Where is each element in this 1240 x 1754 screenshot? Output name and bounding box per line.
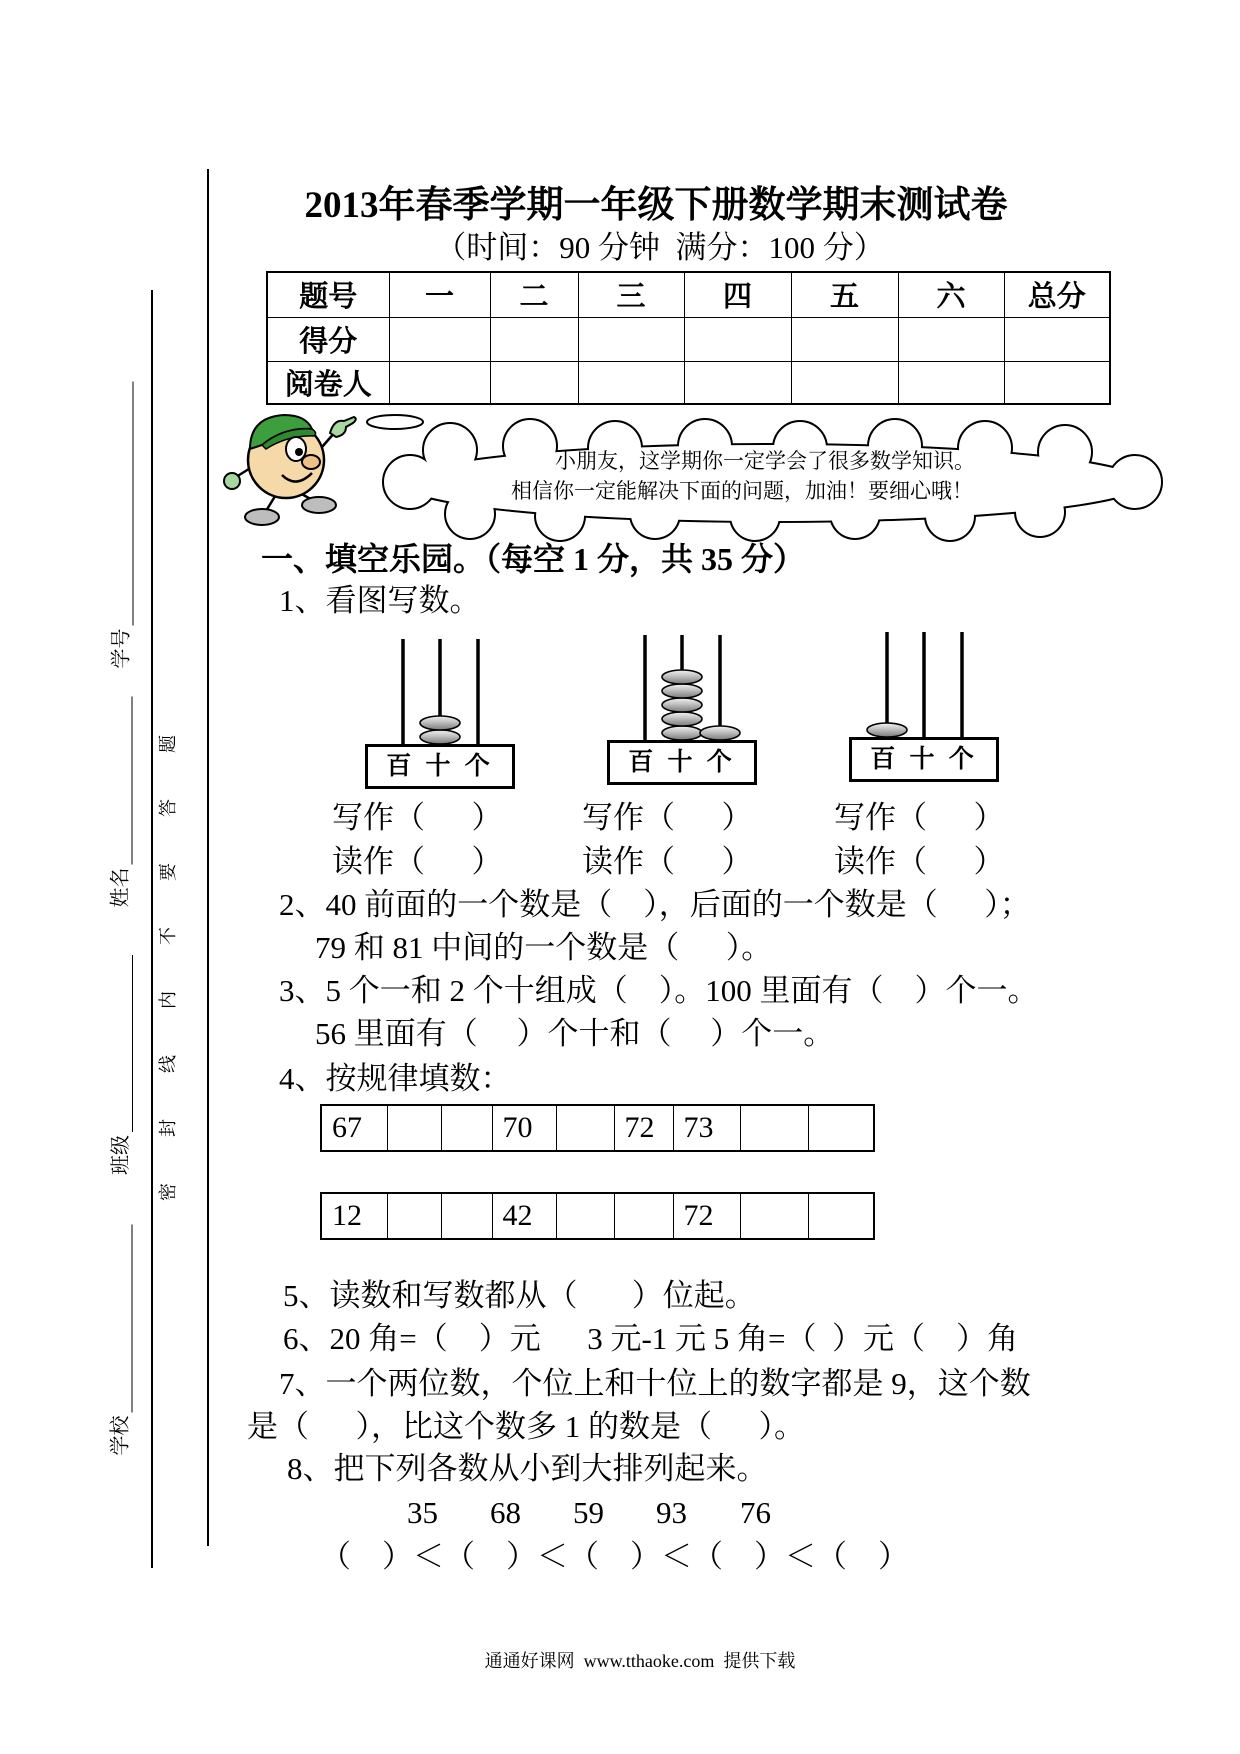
sequence-blank-cell bbox=[614, 1193, 673, 1239]
abacus-rods bbox=[607, 635, 757, 741]
abacus-place-label: 百 十 个 bbox=[849, 737, 999, 782]
seal-notice: 密封线内不要答题 bbox=[158, 689, 178, 1201]
q8-number: 35 bbox=[407, 1495, 438, 1530]
abacus-rods bbox=[849, 632, 999, 738]
abacus-bead bbox=[662, 726, 702, 740]
score-cell bbox=[791, 317, 898, 361]
encouragement-line-2: 相信你一定能解决下面的问题，加油！要细心哦！ bbox=[511, 479, 973, 503]
abacus-bead bbox=[662, 670, 702, 684]
score-cell bbox=[490, 317, 578, 361]
sequence-number-cell: 67 bbox=[321, 1105, 387, 1151]
q1-read-blank: 读作（ ） bbox=[582, 844, 753, 879]
abacus-figure bbox=[365, 639, 515, 790]
exam-subtitle: （时间：90 分钟 满分：100 分） bbox=[435, 230, 885, 265]
grader-cell bbox=[791, 361, 898, 404]
mascot-pointing-hand bbox=[330, 417, 356, 437]
q1-read-blank: 读作（ ） bbox=[834, 844, 1005, 879]
name-field bbox=[105, 697, 133, 908]
q8-number: 76 bbox=[740, 1495, 771, 1530]
abacus-bead bbox=[662, 712, 702, 726]
q1-prompt: 1、看图写数。 bbox=[279, 583, 481, 618]
grader-cell bbox=[898, 361, 1004, 404]
mascot-pupil bbox=[295, 448, 303, 456]
score-table-header-cell: 五 bbox=[791, 272, 898, 317]
mascot-illustration bbox=[222, 405, 362, 530]
sequence-number-cell: 73 bbox=[673, 1105, 740, 1151]
thought-bubble bbox=[367, 415, 423, 429]
score-table-header-row bbox=[267, 272, 1110, 317]
grader-cell bbox=[684, 361, 791, 404]
sequence-blank-cell bbox=[808, 1105, 874, 1151]
sequence-table bbox=[320, 1192, 875, 1240]
exam-title: 2013年春季学期一年级下册数学期末测试卷 bbox=[304, 185, 1008, 226]
score-table-header-cell: 一 bbox=[389, 272, 490, 317]
sequence-blank-cell bbox=[556, 1193, 614, 1239]
abacus-bead bbox=[420, 730, 460, 744]
sequence-blank-cell bbox=[808, 1193, 874, 1239]
mascot-left-glove bbox=[224, 473, 240, 489]
abacus-bead bbox=[700, 726, 740, 740]
sequence-blank-cell bbox=[556, 1105, 614, 1151]
score-table-header-cell: 二 bbox=[490, 272, 578, 317]
abacus-place-label: 百 十 个 bbox=[365, 744, 515, 789]
mascot-left-shoe bbox=[245, 509, 279, 525]
sequence-number-cell: 70 bbox=[492, 1105, 556, 1151]
abacus-bead bbox=[662, 698, 702, 712]
name-label: 姓名 bbox=[109, 867, 132, 908]
abacus-place-label: 百 十 个 bbox=[607, 740, 757, 785]
sequence-blank-cell bbox=[387, 1105, 441, 1151]
sequence-table bbox=[320, 1104, 875, 1152]
q1-write-blank: 写作（ ） bbox=[332, 800, 503, 835]
q7-line-1: 7、一个两位数，个位上和十位上的数字都是 9，这个数 bbox=[279, 1366, 1031, 1401]
q8-order-blanks: （ ）＜（ ）＜（ ）＜（ ）＜（ ） bbox=[320, 1539, 909, 1574]
abacus-bead bbox=[420, 716, 460, 730]
score-table-header-cell: 总分 bbox=[1004, 272, 1110, 317]
sequence-row bbox=[321, 1105, 874, 1151]
class-blank-line bbox=[112, 955, 133, 1132]
student-id-label: 学号 bbox=[110, 628, 133, 669]
binding-line-outer bbox=[151, 290, 153, 1568]
class-field bbox=[105, 955, 133, 1175]
score-table-header-cell: 题号 bbox=[267, 272, 389, 317]
score-table-header-cell: 三 bbox=[578, 272, 684, 317]
q6-text: 6、20 角=（ ）元 3 元-1 元 5 角=（ ）元（ ）角 bbox=[283, 1321, 1019, 1356]
sequence-blank-cell bbox=[387, 1193, 441, 1239]
score-table-row-grader bbox=[267, 361, 1110, 404]
q3-line-2: 56 里面有（ ）个十和（ ）个一。 bbox=[315, 1016, 835, 1051]
page-footer: 通通好课网 www.tthaoke.com 提供下载 bbox=[484, 1651, 796, 1671]
sequence-blank-cell bbox=[740, 1105, 808, 1151]
encouragement-line-1: 小朋友，这学期你一定学会了很多数学知识。 bbox=[555, 449, 975, 473]
student-id-field bbox=[106, 382, 134, 669]
q8-prompt: 8、把下列各数从小到大排列起来。 bbox=[287, 1451, 768, 1486]
grader-cell bbox=[578, 361, 684, 404]
grader-cell bbox=[389, 361, 490, 404]
q1-write-blank: 写作（ ） bbox=[582, 800, 753, 835]
sequence-row bbox=[321, 1193, 874, 1239]
class-label: 班级 bbox=[110, 1135, 132, 1175]
score-table bbox=[266, 271, 1111, 405]
score-row-label: 得分 bbox=[267, 317, 389, 361]
section-1-heading: 一、填空乐园。（每空 1 分，共 35 分） bbox=[261, 541, 806, 577]
q2-line-1: 2、40 前面的一个数是（ ），后面的一个数是（ ）； bbox=[279, 887, 1031, 922]
abacus-rods bbox=[365, 639, 515, 745]
sequence-blank-cell bbox=[441, 1193, 492, 1239]
q1-write-blank: 写作（ ） bbox=[834, 800, 1005, 835]
school-blank-line bbox=[112, 1225, 133, 1413]
sequence-blank-cell bbox=[441, 1105, 492, 1151]
mascot-right-shoe bbox=[302, 497, 336, 513]
score-cell bbox=[898, 317, 1004, 361]
sequence-number-cell: 72 bbox=[614, 1105, 673, 1151]
grader-cell bbox=[490, 361, 578, 404]
score-table-header-cell: 六 bbox=[898, 272, 1004, 317]
binding-line-inner bbox=[207, 169, 209, 1546]
grader-cell bbox=[1004, 361, 1110, 404]
school-label: 学校 bbox=[109, 1415, 132, 1456]
q5-text: 5、读数和写数都从（ ）位起。 bbox=[283, 1278, 756, 1313]
student-id-blank-line bbox=[113, 382, 134, 626]
score-cell bbox=[389, 317, 490, 361]
score-table-header-cell: 四 bbox=[684, 272, 791, 317]
abacus-bead bbox=[662, 684, 702, 698]
q8-number: 93 bbox=[656, 1495, 687, 1530]
abacus-figure bbox=[607, 635, 757, 786]
mascot-nose bbox=[302, 455, 320, 469]
abacus-figure bbox=[849, 632, 999, 783]
abacus-bead bbox=[867, 723, 907, 737]
score-table-row-score bbox=[267, 317, 1110, 361]
q3-line-1: 3、5 个一和 2 个十组成（ ）。100 里面有（ ）个一。 bbox=[279, 973, 1039, 1008]
sequence-blank-cell bbox=[740, 1193, 808, 1239]
name-blank-line bbox=[112, 697, 133, 865]
q8-number: 68 bbox=[490, 1495, 521, 1530]
school-field bbox=[105, 1225, 133, 1456]
grader-row-label: 阅卷人 bbox=[267, 361, 389, 404]
score-cell bbox=[578, 317, 684, 361]
sequence-number-cell: 42 bbox=[492, 1193, 556, 1239]
q7-line-2: 是（ ），比这个数多 1 的数是（ ）。 bbox=[247, 1409, 805, 1444]
q2-line-2: 79 和 81 中间的一个数是（ ）。 bbox=[315, 930, 773, 965]
q4-prompt: 4、按规律填数： bbox=[279, 1061, 512, 1096]
score-cell bbox=[1004, 317, 1110, 361]
sequence-number-cell: 72 bbox=[673, 1193, 740, 1239]
score-cell bbox=[684, 317, 791, 361]
sequence-number-cell: 12 bbox=[321, 1193, 387, 1239]
q8-number: 59 bbox=[573, 1495, 604, 1530]
q1-read-blank: 读作（ ） bbox=[332, 844, 503, 879]
